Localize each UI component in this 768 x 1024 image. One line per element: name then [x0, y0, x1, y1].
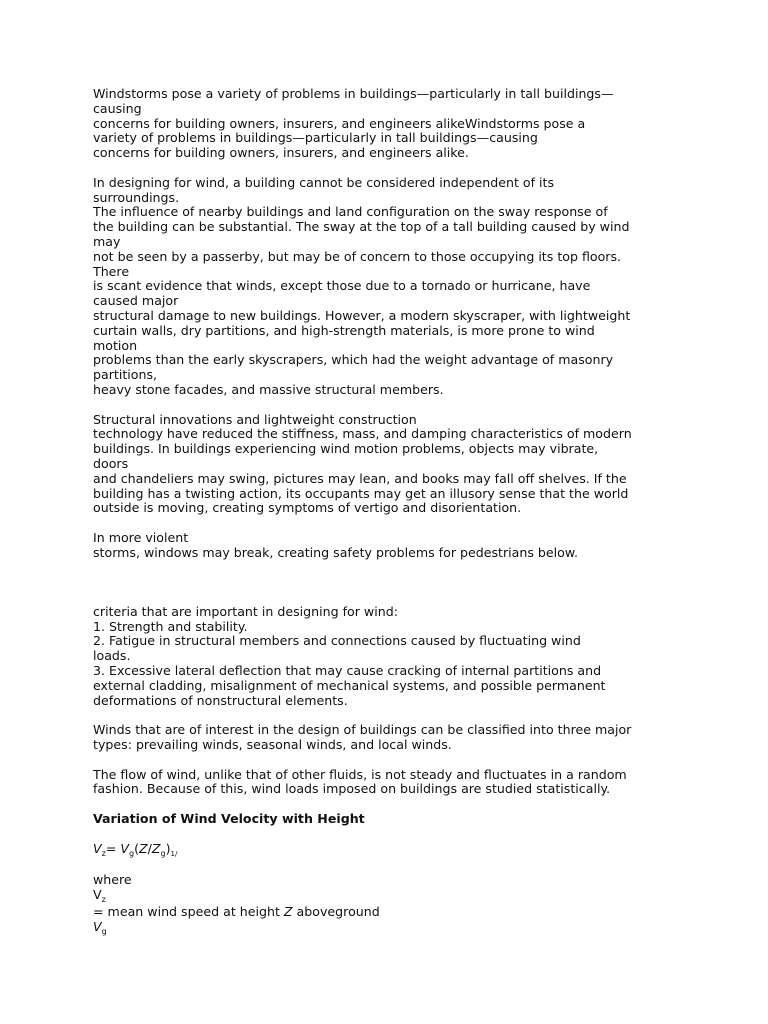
paragraph-designing-for-wind [93, 176, 683, 398]
text-line: In more violent [93, 529, 189, 545]
text-line: storms, windows may break, creating safety problems for pedestrians below. [93, 544, 579, 560]
text-line: Structural innovations and lightweight construction [93, 411, 417, 427]
list-item: 3. Excessive lateral deflection that may cause cracking of internal partitions and [93, 663, 602, 679]
text-line: Windstorms pose a variety of problems in buildings—particularly in tall buildings— [93, 86, 614, 101]
formula-definitions [93, 873, 683, 936]
text-line: heavy stone facades, and massive structural members. [93, 381, 444, 397]
text-line: the building can be substantial. The sway at the top of a tall building caused by wind [93, 219, 630, 235]
formula-vz: V [93, 840, 102, 856]
formula-slash: / [147, 840, 152, 856]
text-line: The influence of nearby buildings and land configuration on the sway response of [93, 204, 608, 220]
paragraph-wind-flow [93, 768, 683, 798]
text-line: concerns for building owners, insurers, and engineers alike. [93, 145, 469, 161]
where-label: where [93, 872, 132, 888]
text-line: surroundings. [93, 189, 180, 205]
text-line: There [93, 263, 130, 279]
text-line: not be seen by a passerby, but may be of concern to those occupying its top floors. [93, 248, 622, 264]
formula-open-paren: ( [134, 840, 140, 856]
text-line: Winds that are of interest in the design of buildings can be classified into three major [93, 722, 632, 738]
formula-close-paren: ) [165, 840, 171, 856]
definition-symbol-subscript: g [101, 926, 107, 936]
definition-text: = mean wind speed at height [93, 903, 284, 919]
velocity-formula [93, 842, 683, 859]
text-line: curtain walls, dry partitions, and high-strength materials, is more prone to wind [93, 322, 595, 338]
text-line: The flow of wind, unlike that of other fluids, is not steady and fluctuates in a random [93, 766, 627, 782]
definition-symbol: V [93, 887, 102, 903]
text-line: building has a twisting action, its occupants may get an illusory sense that the world [93, 485, 629, 501]
formula-vg-subscript: g [129, 848, 135, 858]
text-line: deformations of nonstructural elements. [93, 692, 348, 708]
text-line: external cladding, misalignment of mechanical systems, and possible permanent [93, 677, 606, 693]
text-line: caused major [93, 293, 179, 309]
paragraph-wind-types [93, 723, 683, 753]
paragraph-structural-innovations [93, 413, 683, 517]
text-line: buildings. In buildings experiencing wind motion problems, objects may vibrate, [93, 441, 599, 457]
text-line: types: prevailing winds, seasonal winds, and local winds. [93, 737, 452, 753]
paragraph-gap [93, 561, 683, 605]
paragraph-gap [93, 753, 683, 768]
text-line: causing [93, 100, 142, 116]
text-line: doors [93, 455, 129, 471]
formula-vz-subscript: z [101, 848, 106, 858]
section-heading: Variation of Wind Velocity with Height [93, 811, 365, 827]
text-line: concerns for building owners, insurers, and engineers alikeWindstorms pose a [93, 115, 586, 131]
definition-vz-meaning [93, 905, 683, 920]
formula-zg-subscript: g [160, 848, 166, 858]
paragraph-violent-storms [93, 531, 683, 561]
list-item: 2. Fatigue in structural members and connections caused by fluctuating wind [93, 633, 581, 649]
text-line: may [93, 233, 121, 249]
text-line: is scant evidence that winds, except those due to a tornado or hurricane, have [93, 278, 591, 294]
formula-equals: = [105, 840, 121, 856]
paragraph-gap [93, 827, 683, 842]
definition-vz [93, 888, 683, 905]
paragraph-windstorms [93, 87, 683, 161]
document-page [93, 87, 683, 936]
text-line: fashion. Because of this, wind loads imposed on buildings are studied statistically. [93, 781, 611, 797]
definition-vg [93, 920, 683, 937]
formula-z: Z [139, 840, 148, 856]
formula-exponent: 1/ [170, 849, 178, 858]
paragraph-gap [93, 161, 683, 176]
definition-symbol: V [93, 918, 102, 934]
text-line: outside is moving, creating symptoms of vertigo and disorientation. [93, 500, 522, 516]
paragraph-gap [93, 398, 683, 413]
definition-symbol-subscript: z [101, 895, 106, 905]
text-line: technology have reduced the stiffness, mass, and damping characteristics of modern [93, 426, 632, 442]
paragraph-gap [93, 858, 683, 873]
text-line: problems than the early skyscrapers, which had the weight advantage of masonry [93, 352, 614, 368]
paragraph-gap [93, 797, 683, 812]
text-line: motion [93, 337, 138, 353]
text-line: and chandeliers may swing, pictures may lean, and books may fall off shelves. If the [93, 470, 627, 486]
text-line: structural damage to new buildings. However, a modern skyscraper, with lightweight [93, 307, 631, 323]
text-line: In designing for wind, a building cannot be considered independent of its [93, 174, 555, 190]
list-item: 1. Strength and stability. [93, 618, 248, 634]
paragraph-design-criteria [93, 605, 683, 709]
text-line: loads. [93, 648, 131, 664]
definition-z: Z [283, 903, 293, 919]
formula-zg: Z [151, 840, 161, 856]
text-line: criteria that are important in designing for wind: [93, 603, 398, 619]
formula-vg: V [120, 840, 130, 856]
text-line: variety of problems in buildings—particularly in tall buildings—causing [93, 130, 538, 146]
definition-text: aboveground [292, 903, 380, 919]
paragraph-gap [93, 516, 683, 531]
text-line: partitions, [93, 367, 158, 383]
paragraph-gap [93, 708, 683, 723]
